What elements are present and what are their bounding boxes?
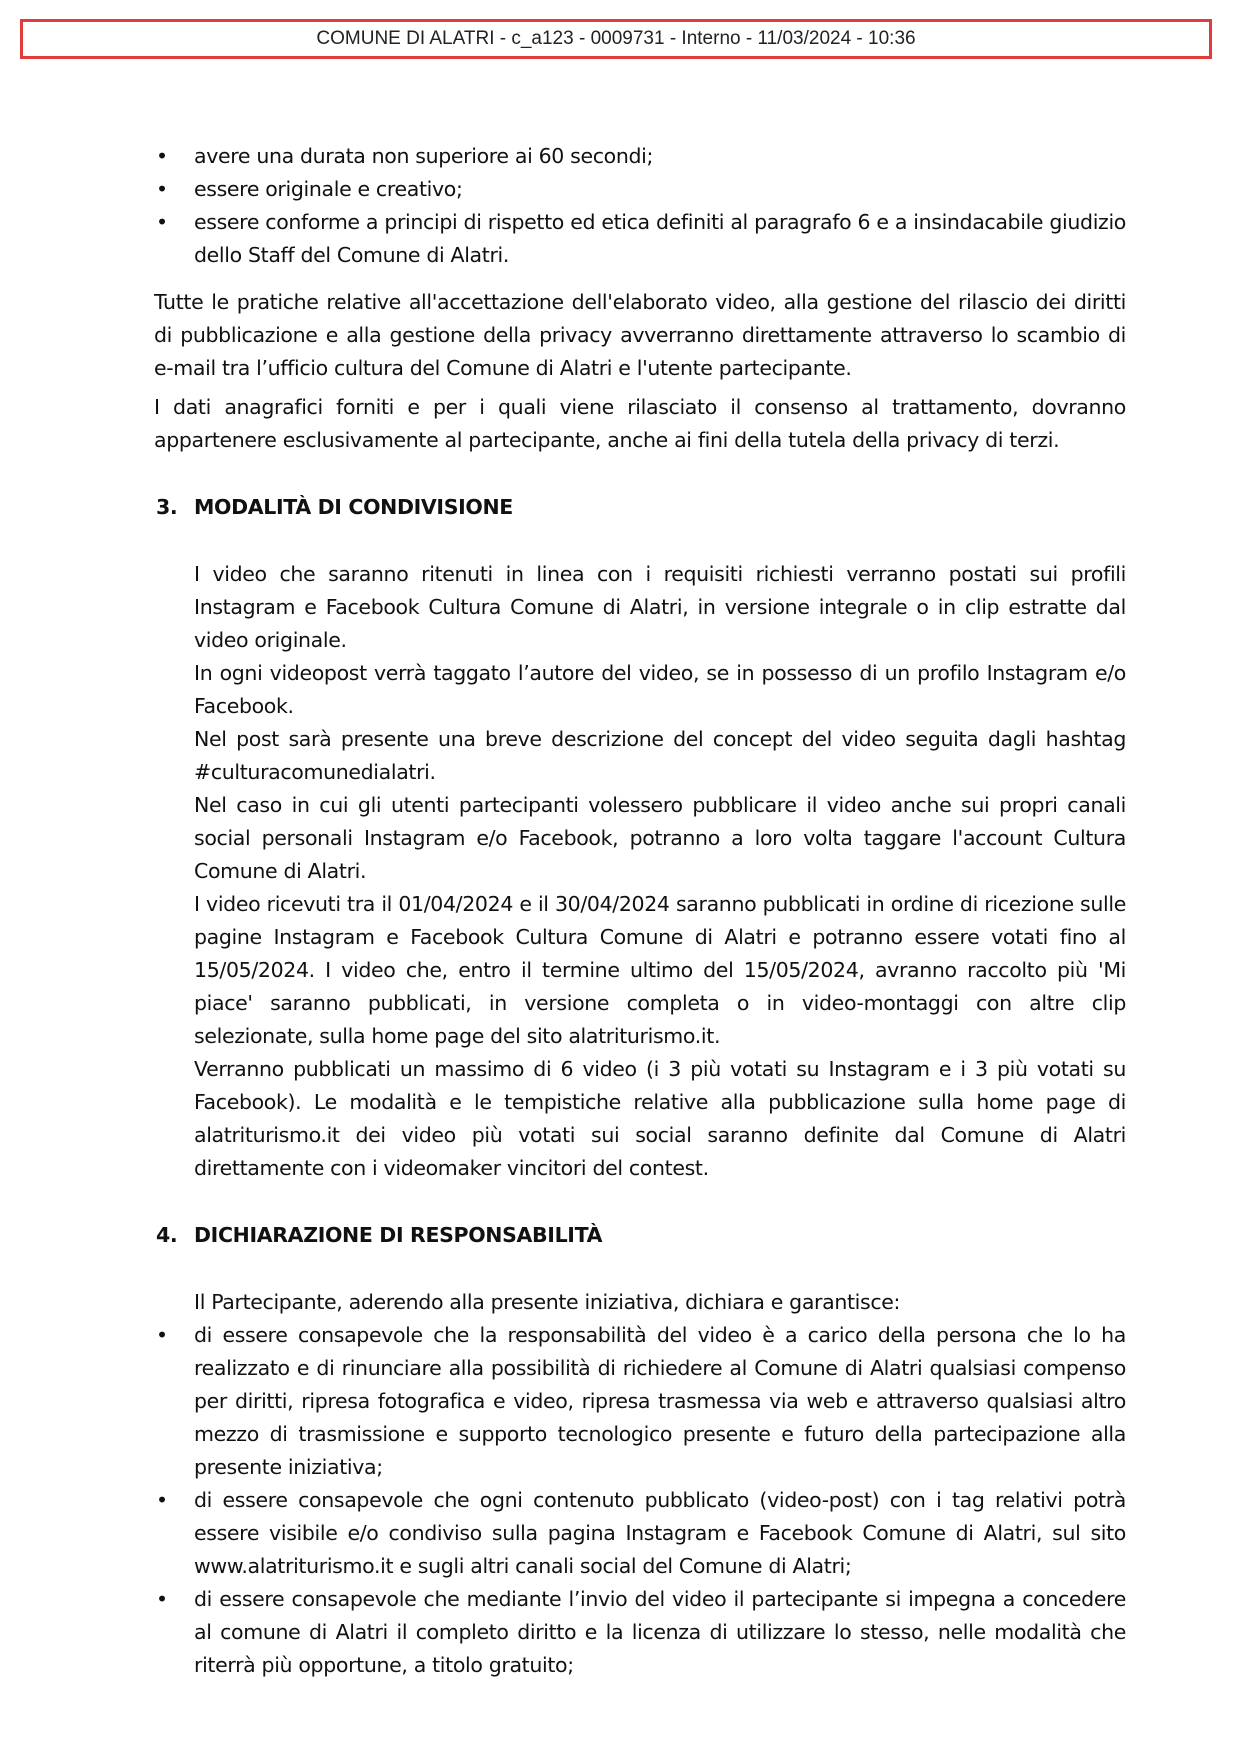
bullet-icon: • [156,210,168,234]
bullet-icon: • [156,1587,168,1611]
section-title: MODALITÀ DI CONDIVISIONE [194,495,513,519]
bullet-icon: • [156,1488,168,1512]
section-number: 3. [156,495,178,519]
document-page [156,140,1126,1682]
list-item: • di essere consapevole che ogni contenuto pubblicato (video-post) con i tag relativi potrà essere visibile e/o condiviso sulla pagina Instagram e Facebook Comune di Alatri, sul sito www.alatriturismo.it e sugli altri canali social del Comune di Alatri; [156,1484,1126,1583]
paragraph: I video che saranno ritenuti in linea con i requisiti richiesti verranno postati sui profili Instagram e Facebook Cultura Comune di Alatri, in versione integrale o in clip estratte dal video originale. [194,562,1126,652]
paragraph: Nel post sarà presente una breve descrizione del concept del video seguita dagli hashtag #culturacomunedialatri. [194,727,1126,784]
list-item: • essere conforme a principi di rispetto ed etica definiti al paragrafo 6 e a insindacabile giudizio dello Staff del Comune di Alatri. [156,206,1126,272]
paragraph: In ogni videopost verrà taggato l’autore del video, se in possesso di un profilo Instagram e/o Facebook. [194,661,1126,718]
paragraph: I video ricevuti tra il 01/04/2024 e il 30/04/2024 saranno pubblicati in ordine di ricezione sulle pagine Instagram e Facebook Cultura Comune di Alatri e potranno essere votati fino al 15/05/2024. I video che, entro il termine ultimo del 15/05/2024, avranno raccolto più 'Mi piace' saranno pubblicati, in versione completa o in video-montaggi con altre clip selezionate, sulla home page del sito alatriturismo.it. [194,892,1126,1048]
section-3-body [156,558,1126,1185]
section-3-heading [156,491,1126,524]
list-item: • avere una durata non superiore ai 60 secondi; [156,140,1126,173]
bullet-icon: • [156,177,168,201]
list-item: • di essere consapevole che la responsabilità del video è a carico della persona che lo ha realizzato e di rinunciare alla possibilità di richiedere al Comune di Alatri qualsiasi compenso per diritti, ripresa fotografica e video, ripresa trasmessa via web e attraverso qualsiasi altro mezzo di trasmissione e supporto tecnologico presente e futuro della partecipazione alla presente iniziativa; [156,1319,1126,1484]
paragraph: Nel caso in cui gli utenti partecipanti volessero pubblicare il video anche sui propri canali social personali Instagram e/o Facebook, potranno a loro volta taggare l'account Cultura Comune di Alatri. [194,793,1126,883]
protocol-stamp [20,19,1212,59]
paragraph: Tutte le pratiche relative all'accettazione dell'elaborato video, alla gestione del rilascio dei diritti di pubblicazione e alla gestione della privacy avverranno direttamente attraverso lo scambio di e-mail tra l’ufficio cultura del Comune di Alatri e l'utente partecipante. [154,290,1126,380]
section-4-lead: Il Partecipante, aderendo alla presente iniziativa, dichiara e garantisce: [194,1290,901,1314]
paragraph: Verranno pubblicati un massimo di 6 video (i 3 più votati su Instagram e i 3 più votati su Facebook). Le modalità e le tempistiche relative alla pubblicazione sulla home page di alatriturismo.it dei video più votati sui social saranno definite dal Comune di Alatri direttamente con i videomaker vincitori del contest. [194,1057,1126,1180]
section-4-heading [156,1219,1126,1252]
paragraph: I dati anagrafici forniti e per i quali viene rilasciato il consenso al trattamento, dovranno appartenere esclusivamente al partecipante, anche ai fini della tutela della privacy di terzi. [154,395,1126,452]
section-title: DICHIARAZIONE DI RESPONSABILITÀ [194,1223,603,1247]
bullet-icon: • [156,144,168,168]
declarations-list [156,1319,1126,1682]
requirements-list [156,140,1126,272]
bullet-icon: • [156,1323,168,1347]
section-number: 4. [156,1223,178,1247]
list-item: • di essere consapevole che mediante l’invio del video il partecipante si impegna a concedere al comune di Alatri il completo diritto e la licenza di utilizzare lo stesso, nelle modalità che riterrà più opportune, a titolo gratuito; [156,1583,1126,1682]
list-item: • essere originale e creativo; [156,173,1126,206]
protocol-stamp-text: COMUNE DI ALATRI - c_a123 - 0009731 - Interno - 11/03/2024 - 10:36 [316,28,916,49]
